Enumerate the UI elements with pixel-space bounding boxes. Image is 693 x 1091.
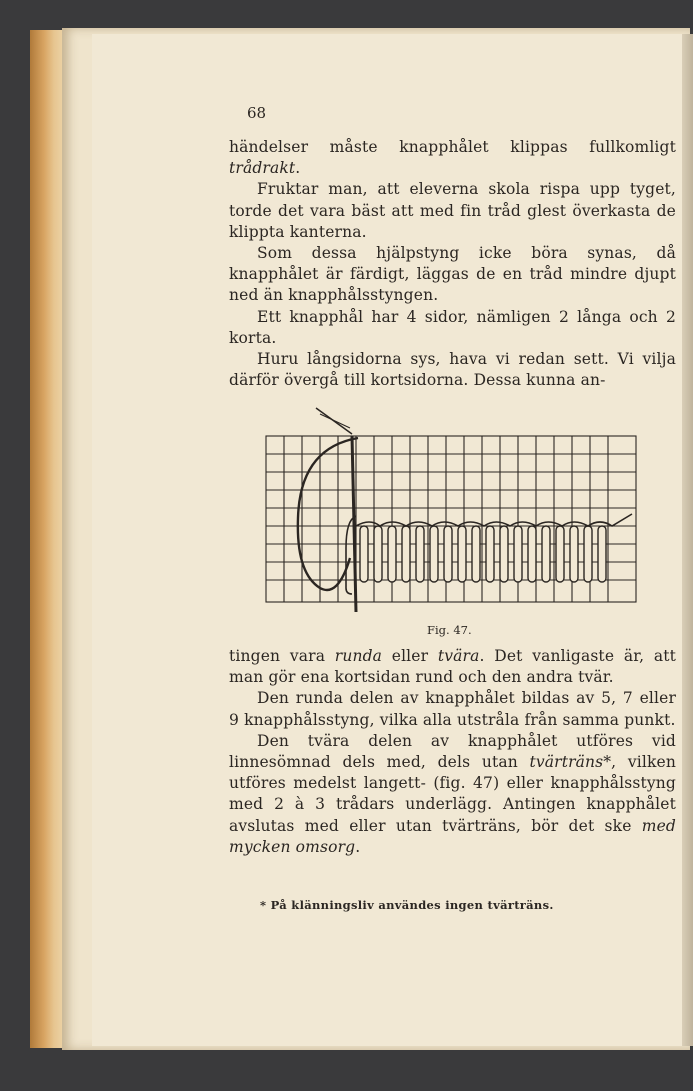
text-run: händelser måste knapphålet klippas fullkomligt <box>229 138 676 156</box>
emphasis-text: med mycken omsorg <box>229 816 676 856</box>
page-number: 68 <box>247 104 267 122</box>
text-block-bottom <box>229 646 676 858</box>
text-run: . <box>295 159 301 178</box>
text-run: Ett knapphål har 4 sidor, nämligen 2 långa och 2 korta. <box>229 307 676 347</box>
text-run: Den tvära delen av knapphålet utföres vid linnesömnad dels med, dels utan <box>229 731 676 772</box>
needle <box>352 436 356 612</box>
stitches <box>360 526 606 582</box>
text-run: . Det vanligaste är, att man gör ena kortsidan rund och den andra tvär. <box>229 647 676 687</box>
paragraph <box>229 646 676 688</box>
text-run: Den runda delen av knapphålet bildas av 5, 7 eller 9 knapphålsstyng, vilka alla utstråla från samma punkt. <box>229 689 676 729</box>
figure-47-buttonhole-illustration <box>260 398 640 638</box>
emphasis-text: tvära <box>437 647 480 665</box>
emphasis-text: trådrakt <box>229 159 296 178</box>
next-page-edge <box>682 34 693 1046</box>
paragraph <box>229 137 676 179</box>
paragraph <box>229 179 676 243</box>
text-run: , vilken utföres medelst langett- (fig. 47) eller knapphålsstyng med 2 à 3 trådars underlägg. Antingen knapphålet avslutas med eller utan tvärträns, bör det ske <box>229 753 676 835</box>
paragraph <box>229 243 676 307</box>
footnote: * På klänningsliv användes ingen tvärträns. <box>260 898 554 912</box>
text-run: Fruktar man, att eleverna skola rispa upp tyget, torde det vara bäst att med fin tråd glest överkasta de klippta kanterna. <box>229 180 676 241</box>
emphasis-text: runda <box>334 647 383 665</box>
paragraph <box>229 731 676 858</box>
figure-caption: Fig. 47. <box>427 623 472 637</box>
text-run: Huru långsidorna sys, hava vi redan sett. Vi vilja därför övergå till kortsidorna. Dessa kunna an- <box>229 350 676 390</box>
paragraph <box>229 349 676 391</box>
paragraph <box>229 307 676 349</box>
text-run: Som dessa hjälpstyng icke böra synas, då knapphålet är färdigt, läggas de en tråd mindre djupt ned än knapphålsstyngen. <box>229 244 676 305</box>
text-run: tingen vara <box>229 647 335 665</box>
thread-tail-2 <box>320 414 350 428</box>
emphasis-text: tvärträns* <box>529 753 612 772</box>
text-run: eller <box>382 647 438 665</box>
paragraph <box>229 688 676 730</box>
text-run: . <box>355 837 361 856</box>
text-block-top <box>229 137 676 391</box>
loop-thread <box>356 514 632 526</box>
thread <box>298 438 358 590</box>
